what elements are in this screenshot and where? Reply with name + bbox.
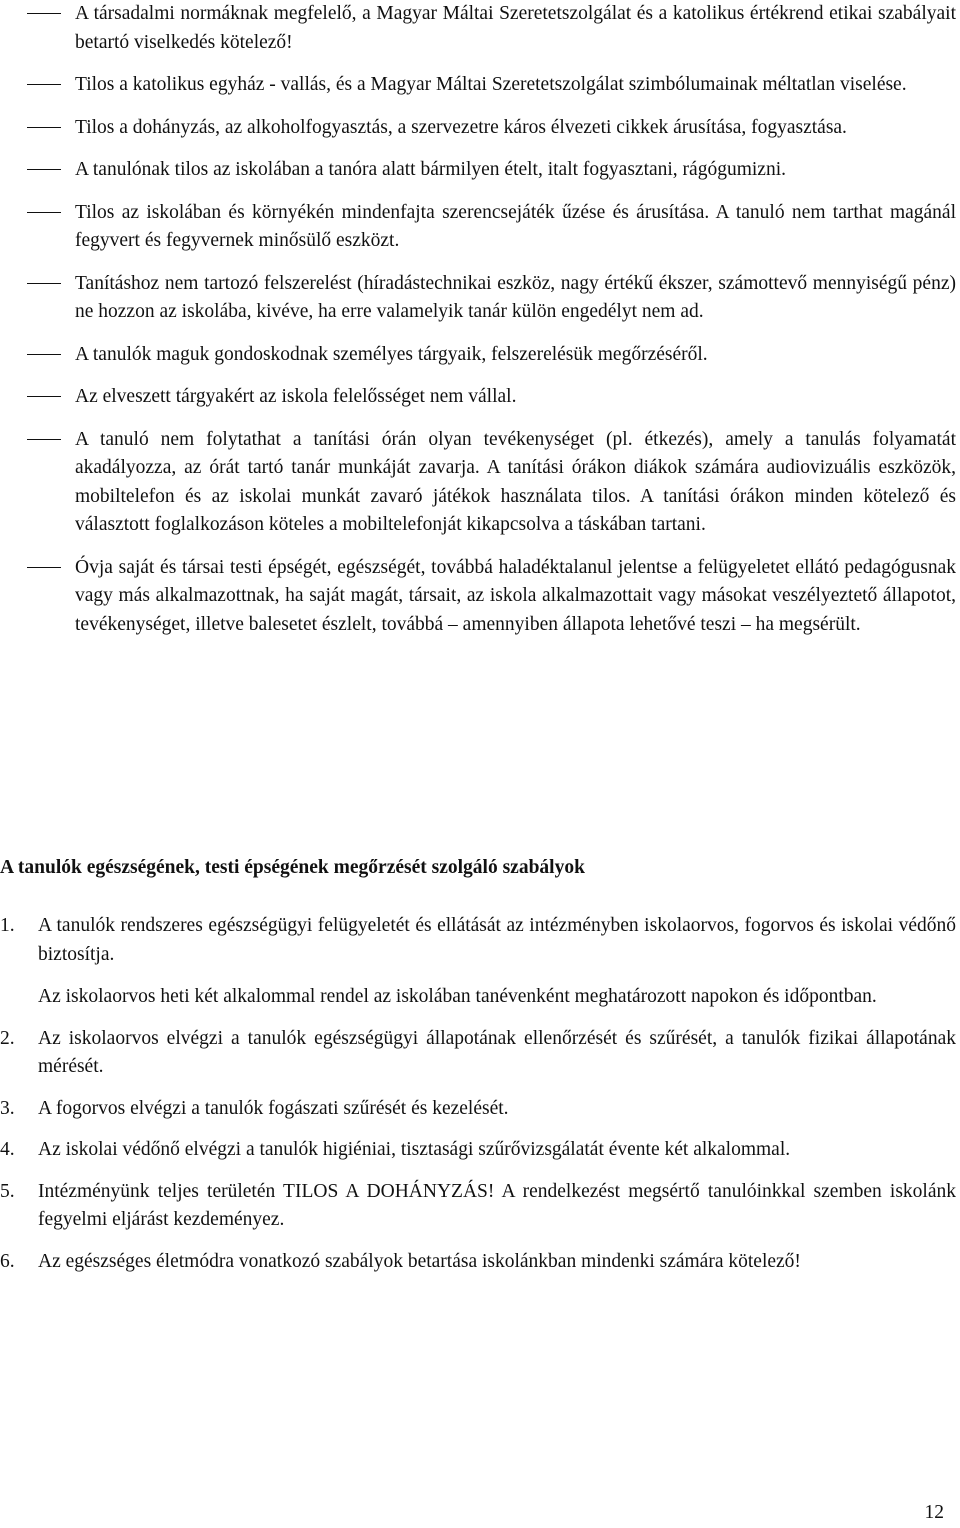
dash-bullet-icon bbox=[27, 439, 61, 440]
bullet-text: Az elveszett tárgyakért az iskola felelősséget nem vállal. bbox=[75, 386, 517, 407]
bullet-item bbox=[0, 199, 960, 256]
item-paragraph: Intézményünk teljes területén TILOS A DOHÁNYZÁS! A rendelkezést megsértő tanulóinkkal szemben iskolánk fegyelmi eljárást kezdeményez. bbox=[38, 1180, 956, 1230]
section-heading: A tanulók egészségének, testi épségének megőrzését szolgáló szabályok bbox=[0, 857, 585, 878]
item-number: 2. bbox=[0, 1027, 15, 1049]
bullet-text: A társadalmi normáknak megfelelő, a Magyar Máltai Szeretetszolgálat és a katolikus értékrend etikai szabályait betartó viselkedés kötelező! bbox=[75, 3, 956, 53]
bullet-text: A tanulók maguk gondoskodnak személyes tárgyaik, felszerelésük megőrzéséről. bbox=[75, 343, 708, 365]
item-number: 4. bbox=[0, 1139, 15, 1160]
rules-bullet-list bbox=[0, 0, 960, 653]
dash-bullet-icon bbox=[27, 127, 61, 128]
numbered-item bbox=[0, 1136, 960, 1165]
health-rules-numbered-list bbox=[0, 912, 960, 1289]
numbered-item bbox=[0, 1025, 960, 1082]
dash-bullet-icon bbox=[27, 13, 61, 14]
item-paragraph: Az egészséges életmódra vonatkozó szabályok betartása iskolánkban mindenki számára kötelező! bbox=[38, 1250, 801, 1272]
dash-bullet-icon bbox=[27, 84, 61, 85]
bullet-item bbox=[0, 156, 960, 185]
numbered-item bbox=[0, 1248, 960, 1277]
bullet-text: Óvja saját és társai testi épségét, egészségét, továbbá haladéktalanul jelentse a felügyeletet ellátó pedagógusnak vagy más alkalmazottnak, ha saját magát, társait, az iskola alkalmazottait vagy másokat veszélyeztető állapotot, tevékenységet, illetve balesetet észlelt, továbbá – amennyiben állapota lehetővé teszi – ha megsérült. bbox=[75, 556, 956, 635]
dash-bullet-icon bbox=[27, 212, 61, 213]
item-paragraph: Az iskolai védőnő elvégzi a tanulók higiéniai, tisztasági szűrővizsgálatát évente két alkalommal. bbox=[38, 1139, 791, 1160]
numbered-item bbox=[0, 912, 960, 1012]
bullet-text: A tanulónak tilos az iskolában a tanóra alatt bármilyen ételt, italt fogyasztani, rágógumizni. bbox=[75, 159, 786, 180]
bullet-text: Tanításhoz nem tartozó felszerelést (híradástechnikai eszköz, nagy értékű ékszer, számottevő mennyiségű pénz) ne hozzon az iskolába, kivéve, ha erre valamelyik tanár külön engedélyt nem ad. bbox=[75, 272, 956, 322]
dash-bullet-icon bbox=[27, 169, 61, 170]
numbered-item bbox=[0, 1095, 960, 1124]
bullet-text: Tilos az iskolában és környékén mindenfajta szerencsejáték űzése és árusítása. A tanuló nem tarthat magánál fegyvert és fegyvernek minősülő eszközt. bbox=[75, 201, 956, 251]
bullet-item bbox=[0, 554, 960, 640]
item-paragraph: A tanulók rendszeres egészségügyi felügyeletét és ellátását az intézményben iskolaorvos, fogorvos és iskolai védőnő biztosítja. bbox=[38, 915, 956, 965]
dash-bullet-icon bbox=[27, 567, 61, 568]
bullet-item bbox=[0, 114, 960, 143]
bullet-item bbox=[0, 71, 960, 100]
dash-bullet-icon bbox=[27, 396, 61, 397]
bullet-item bbox=[0, 270, 960, 327]
bullet-text: Tilos a katolikus egyház - vallás, és a Magyar Máltai Szeretetszolgálat szimbólumainak méltatlan viselése. bbox=[75, 74, 907, 95]
dash-bullet-icon bbox=[27, 354, 61, 355]
bullet-item bbox=[0, 383, 960, 412]
item-paragraph: A fogorvos elvégzi a tanulók fogászati szűrését és kezelését. bbox=[38, 1097, 509, 1119]
item-number: 3. bbox=[0, 1097, 15, 1119]
page-number: 12 bbox=[924, 1502, 944, 1523]
numbered-item bbox=[0, 1178, 960, 1235]
bullet-text: A tanuló nem folytathat a tanítási órán olyan tevékenységet (pl. étkezés), amely a tanulás folyamatát akadályozza, az órát tartó tanár munkáját zavarja. A tanítási órákon diákok számára audiovizuális eszközök, mobiltelefon és az iskolai munkát zavaró játékok használata tilos. A tanítási órákon minden kötelező és választott foglalkozáson köteles a mobiltelefonját kikapcsolva a táskában tartani. bbox=[75, 428, 956, 535]
item-paragraph: Az iskolaorvos heti két alkalommal rendel az iskolában tanévenként meghatározott napokon és időpontban. bbox=[38, 986, 877, 1007]
bullet-item bbox=[0, 0, 960, 57]
dash-bullet-icon bbox=[27, 283, 61, 284]
item-number: 6. bbox=[0, 1250, 15, 1272]
bullet-text: Tilos a dohányzás, az alkoholfogyasztás, a szervezetre káros élvezeti cikkek árusítása, fogyasztása. bbox=[75, 116, 847, 138]
item-number: 1. bbox=[0, 915, 15, 936]
item-number: 5. bbox=[0, 1180, 15, 1202]
bullet-item bbox=[0, 426, 960, 540]
bullet-item bbox=[0, 341, 960, 370]
item-paragraph: Az iskolaorvos elvégzi a tanulók egészségügyi állapotának ellenőrzését és szűrését, a tanulók fizikai állapotának mérését. bbox=[38, 1027, 956, 1077]
